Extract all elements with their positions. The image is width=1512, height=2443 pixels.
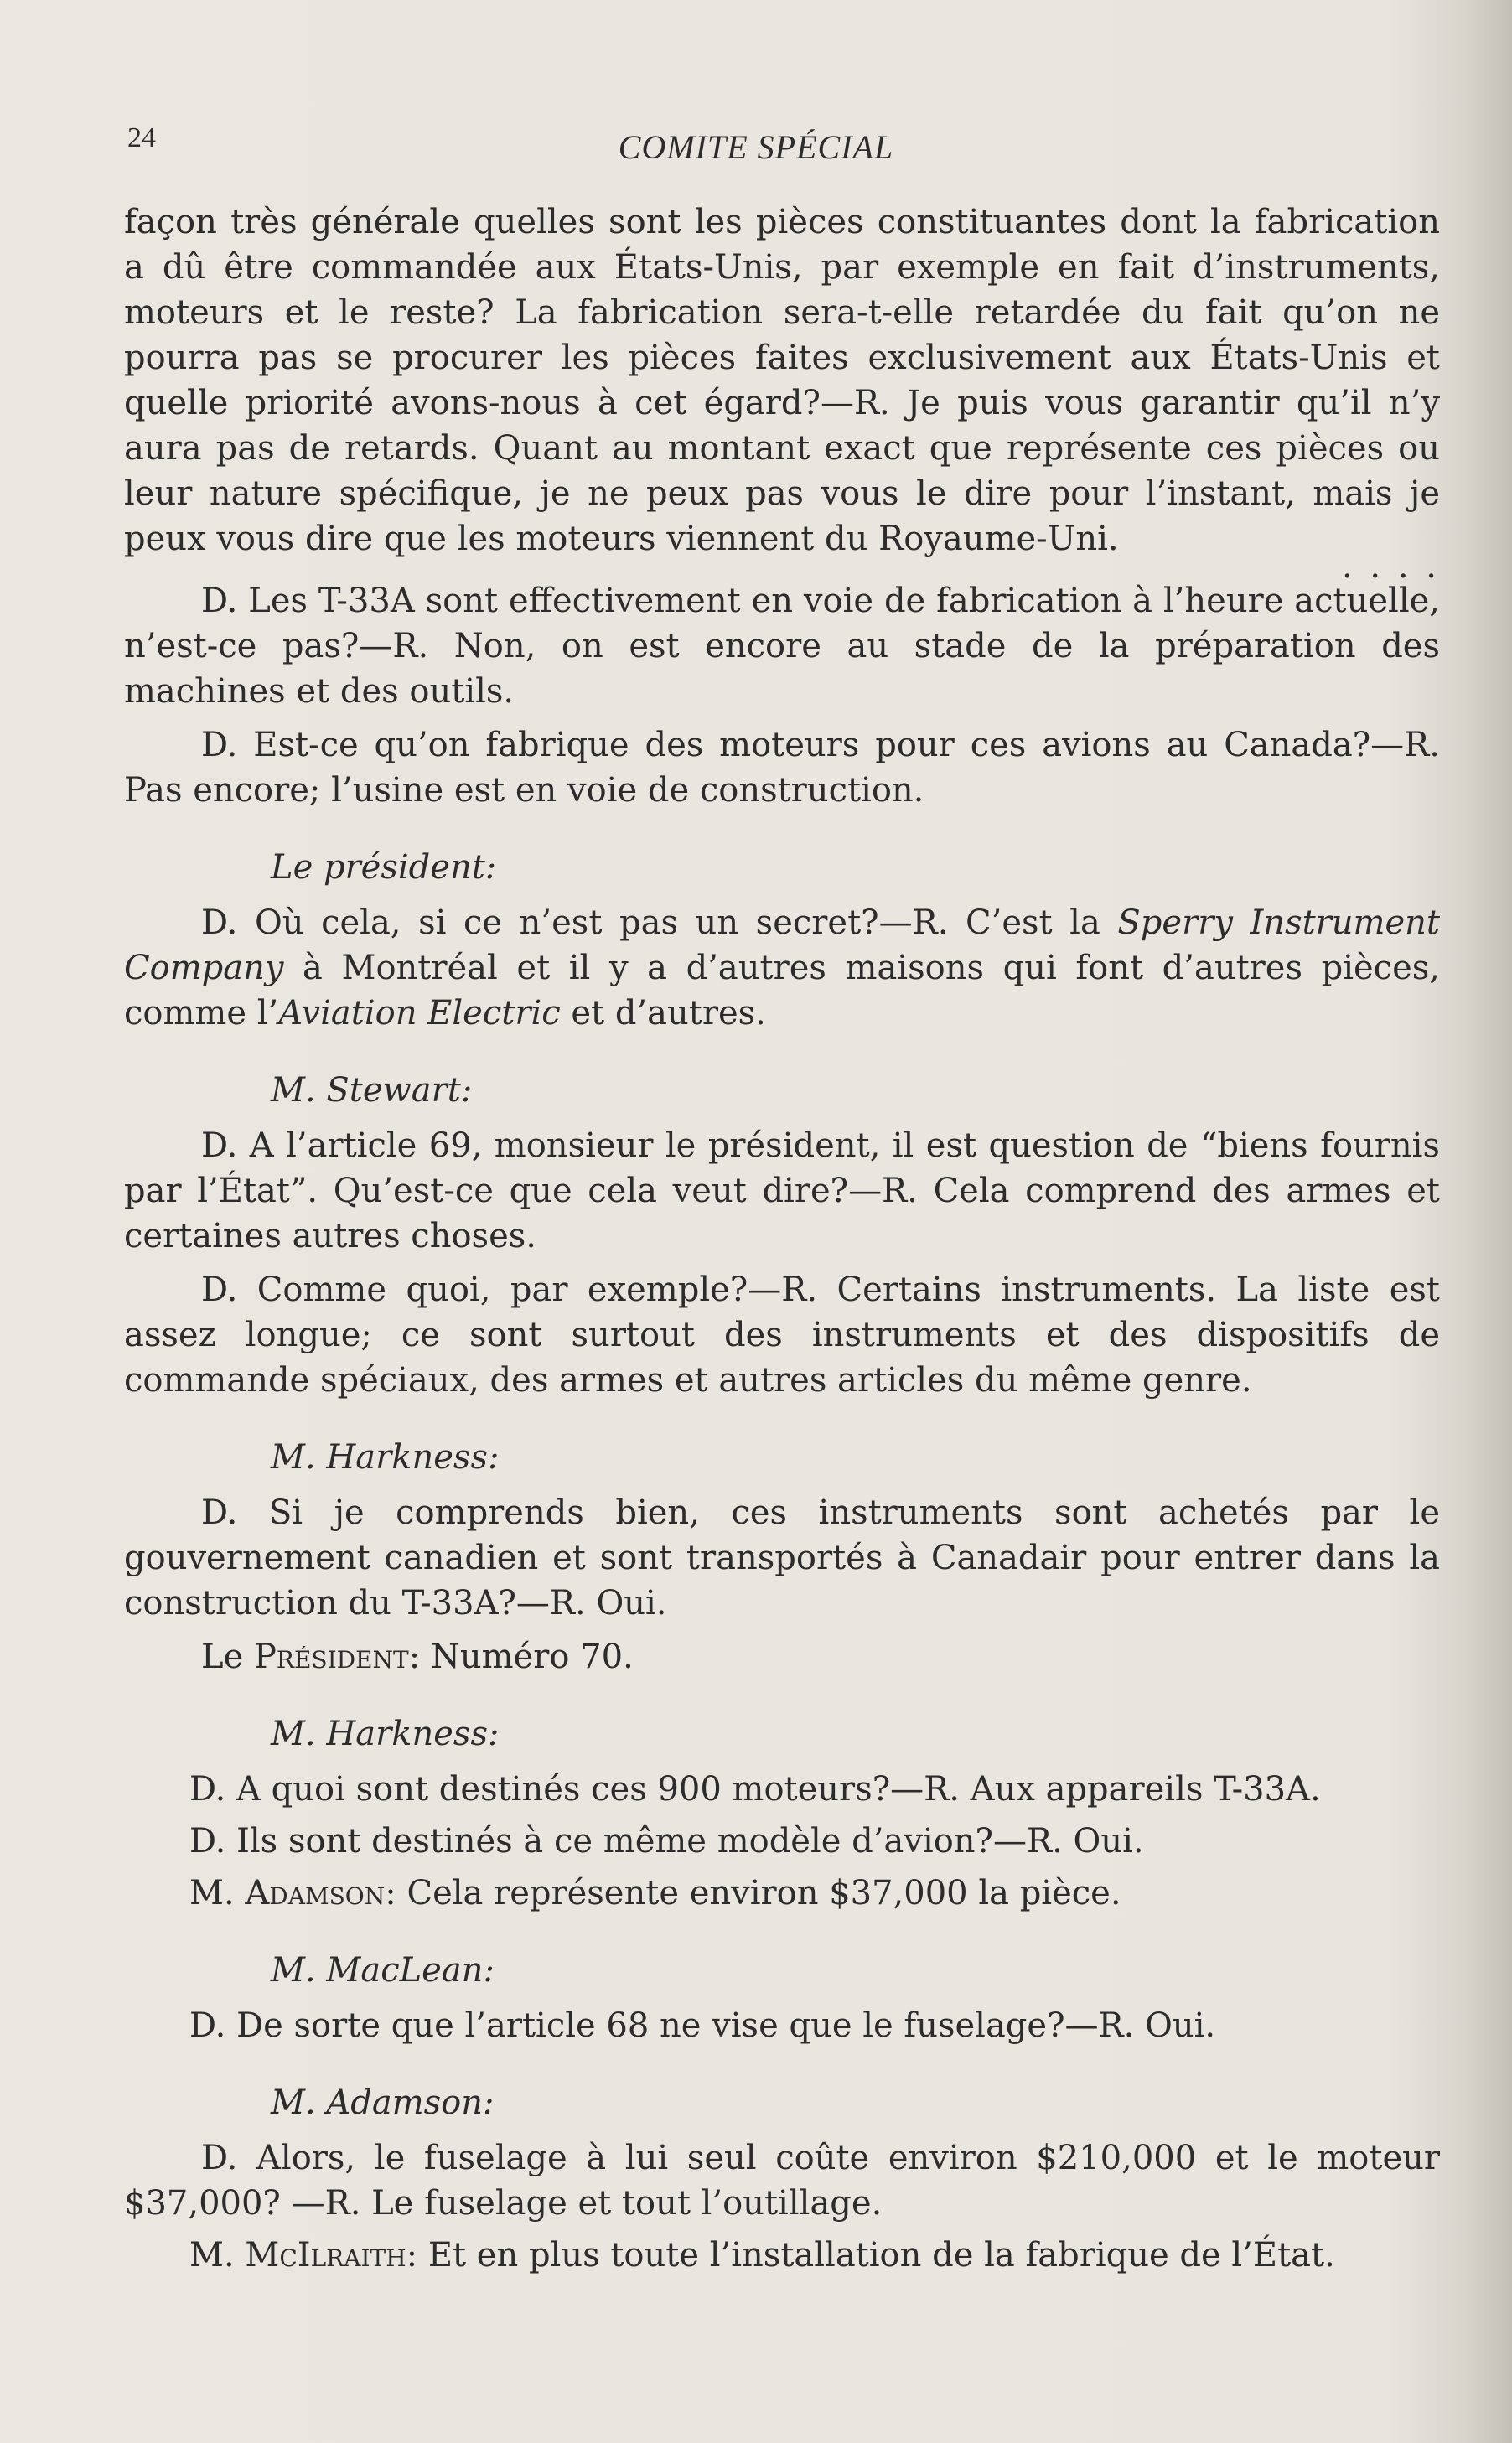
question-article-69: D. A l’article 69, monsieur le président, il est question de “biens fournis par l’État”. Qu’est-ce que cela veut dire?—R. Cela comprend des armes et certaines autres choses. [124, 1126, 1440, 1255]
page-body [124, 199, 1440, 2278]
speaker-name-mcilraith: McIlraith [245, 2236, 406, 2275]
text-segment: Le [201, 1638, 254, 1676]
paragraph-continuation: façon très générale quelles sont les pièces constituantes dont la fabrication a dû être commandée aux États-Unis, par exemple en fait d’instruments, moteurs et le reste? La fabrication sera-t-elle retardée du fait qu’on ne pourra pas se procurer les pièces faites exclusivement aux États-Unis et quelle priorité avons-nous à cet égard?—R. Je puis vous garantir qu’il n’y aura pas de retards. Quant au montant exact que représente ces pièces ou leur nature spécifique, je ne peux pas vous le dire pour l’instant, mais je peux vous dire que les moteurs viennent du Royaume-Uni. [124, 203, 1440, 558]
text-segment: : Et en plus toute l’installation de la fabrique de l’État. [406, 2236, 1335, 2275]
question-where [124, 900, 1440, 1036]
speaker-name-adamson: Adamson [245, 1874, 386, 1912]
question-fuselage-cost: D. Alors, le fuselage à lui seul coûte environ $210,000 et le moteur $37,000? —R. Le fuselage et tout l’outillage. [124, 2139, 1440, 2223]
adamson-cost-statement [189, 1871, 1440, 1916]
ellipsis-dots: . . . . [1341, 547, 1440, 586]
question-instruments-purchased: D. Si je comprends bien, ces instruments sont achetés par le gouvernement canadien et sont transportés à Canadair pour entrer dans la construction du T-33A?—R. Oui. [124, 1493, 1440, 1623]
speaker-harkness-2: M. Harkness: [271, 1715, 500, 1753]
speaker-adamson: M. Adamson: [271, 2083, 495, 2122]
mcilraith-statement [189, 2233, 1440, 2278]
speaker-name-president: Président [253, 1638, 409, 1676]
company-name-aviation-electric: Aviation Electric [278, 994, 561, 1033]
running-title: COMITE SPÉCIAL [618, 128, 894, 166]
question-for-example: D. Comme quoi, par exemple?—R. Certains instruments. La liste est assez longue; ce sont surtout des instruments et des dispositifs de commande spéciaux, des armes et autres articles du même genre. [124, 1271, 1440, 1400]
text-segment: à Montréal et il y a d’autres maisons qui font d’autres pièces, comme l’ [124, 949, 1440, 1033]
speaker-maclean: M. MacLean: [271, 1951, 495, 1990]
text-segment: : Cela représente environ $37,000 la pièce. [385, 1874, 1121, 1912]
president-number-70 [124, 1634, 1440, 1680]
text-segment: D. Où cela, si ce n’est pas un secret?—R. C’est la [201, 903, 1118, 942]
question-article-68: D. De sorte que l’article 68 ne vise que le fuselage?—R. Oui. [189, 2006, 1216, 2045]
text-segment: : Numéro 70. [408, 1638, 634, 1676]
question-same-model: D. Ils sont destinés à ce même modèle d’avion?—R. Oui. [189, 1822, 1144, 1861]
page-number: 24 [127, 122, 156, 153]
question-engines-canada: D. Est-ce qu’on fabrique des moteurs pour ces avions au Canada?—R. Pas encore; l’usine est en voie de construction. [124, 726, 1440, 810]
speaker-harkness: M. Harkness: [271, 1438, 500, 1477]
question-t33a-production: D. Les T-33A sont effectivement en voie de fabrication à l’heure actuelle, n’est-ce pas?—R. Non, on est encore au stade de la préparation des machines et des outils. [124, 582, 1440, 711]
company-name-sperry: Sperry Instrument Company [124, 903, 1440, 987]
text-segment: M. [189, 1874, 246, 1912]
speaker-stewart: M. Stewart: [271, 1071, 473, 1110]
text-segment: M. [189, 2236, 246, 2275]
question-900-engines: D. A quoi sont destinés ces 900 moteurs?—R. Aux appareils T-33A. [189, 1770, 1321, 1809]
speaker-president: Le président: [271, 848, 497, 887]
text-segment: et d’autres. [560, 994, 766, 1033]
